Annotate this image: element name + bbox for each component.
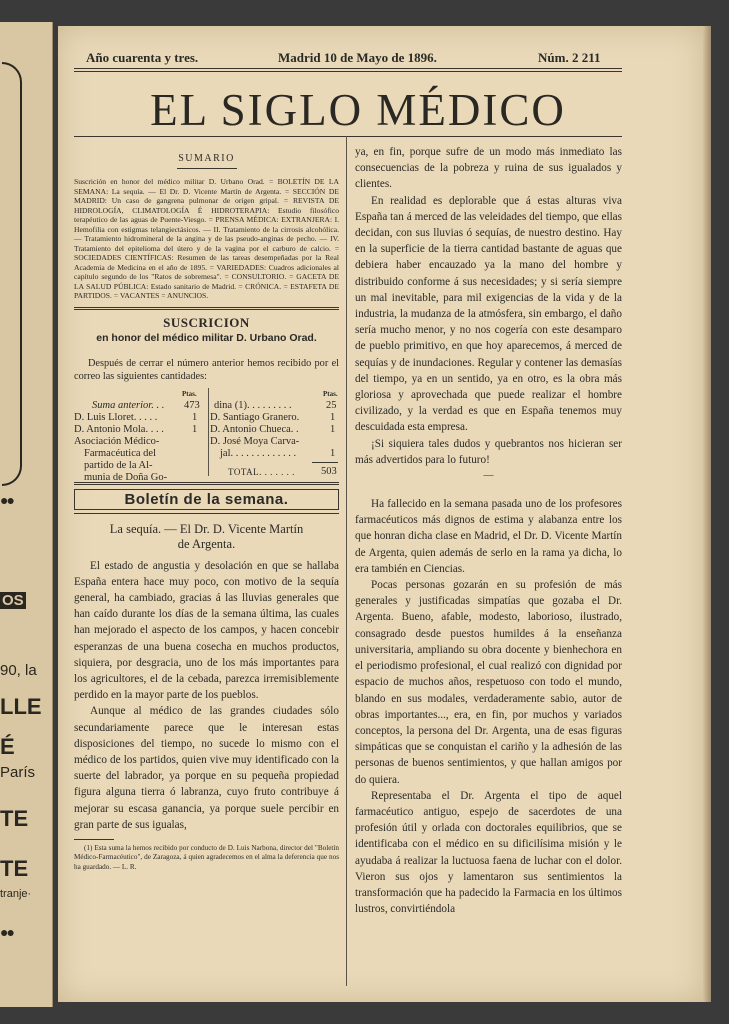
section-rule xyxy=(74,307,339,310)
footnote-rule xyxy=(74,839,114,840)
ornament-dots: ●● xyxy=(0,494,13,509)
suscricion-heading: SUSCRICION xyxy=(163,314,250,330)
heading-rule xyxy=(177,168,237,169)
back-fragment: París xyxy=(0,764,36,781)
subscription-amount: 1 xyxy=(330,411,336,423)
section-separator: — xyxy=(483,470,494,482)
newspaper-page xyxy=(58,26,703,1002)
article-paragraph: El estado de angustia y desolación en que se hallaba España entera hace muy poco, con motivo de la sequía general, ha cambiado, gracias á las lluvias generales que han caído durante los días de la semana última, las cuales han mejorado el aspecto de los campos, y hacen concebir esperanzas de una buena cosecha en muchos productos, siquiera, por desgracia, uno de los más importantes para los agricultores, el de la cebada, parezca irremisiblemente perdido en la mayor parte de los pueblos. xyxy=(74,559,339,702)
article-paragraph: ¡Si siquiera tales dudos y quebrantos nos hicieran ser más advertidos para lo futuro! xyxy=(355,437,622,466)
header-year: Año cuarenta y tres. xyxy=(86,50,199,65)
article-paragraph: En realidad es deplorable que á estas alturas viva España tan á merced de las veleidades del tiempo, que ellas decidan, con sus lluvias ó sequías, de nuestro destino. Hay en la superficie de la tierra cantidad bastante de aguas que debiera haber encauzado ya la mano del hombre y distribuido conforme á sus necesidades; y si sería siempre un mal inevitable, para mil exigencias de la vida y de la industria, la mudanza de la atmósfera, sin embargo, el daño sería mucho menor, y no nos cogería con este desamparo de pueblo primitivo, en que hoy aparecemos, á merced de sequías y de inundaciones. Regular y contener las demasías del tiempo, ya en un sentido, ya en otro, es la obra más gloriosa y aprovechada que puede realizar el hombre civilizado, y la verdad es que en España tenemos muy descuidada esta empresa. xyxy=(355,194,622,434)
header-date: Madrid 10 de Mayo de 1896. xyxy=(278,50,437,65)
back-fragment: TE xyxy=(0,856,29,881)
subscription-row: Asociación Médico- xyxy=(74,435,160,447)
subscription-row: D. Antonio Chueca. . xyxy=(210,423,299,435)
subscription-row: dina (1). . . . . . . . . xyxy=(214,399,292,411)
sumario-heading: SUMARIO xyxy=(178,153,235,164)
subscription-amount: 1 xyxy=(192,423,198,435)
subscription-amount: 473 xyxy=(184,399,200,411)
right-column xyxy=(355,144,622,917)
article-title-cont: de Argenta. xyxy=(177,536,236,551)
suscricion-intro: Después de cerrar el número anterior hemos recibido por el correo las siguientes cantidades: xyxy=(74,357,339,382)
footnote: (1) Esta suma la hemos recibido por conducto de D. Luis Narbona, director del "Boletín Médico-Farmacéutico", de Zaragoza, á quien agradecemos en el alma la deferencia que nos ha guardado. — L. R. xyxy=(74,843,339,871)
previous-page-strip xyxy=(0,22,53,1007)
article-paragraph: Representaba el Dr. Argenta el tipo de aquel farmacéutico antiguo, espejo de sacerdotes de una profesión útil y orlada con doctorales equilibrios, que se identificaba con el médico en su dificilísima misión y le ayudaba á realizar la luctuosa faena de luchar con el dolor. Vieron sus ojos y lamentaron sus sentimientos la transformación que ha padecido la Farmacia en los últimos lustros, convirtiéndola xyxy=(355,789,622,916)
newspaper-title: EL SIGLO MÉDICO xyxy=(150,85,566,135)
subscription-row: D. Santiago Granero. xyxy=(210,411,300,423)
subscription-row: munia de Doña Go- xyxy=(84,471,168,483)
subscription-row: Farmacéutica del xyxy=(84,447,157,459)
subscription-amount: 1 xyxy=(192,411,198,423)
masthead-header xyxy=(76,50,622,64)
header-rule xyxy=(74,68,622,69)
article-paragraph: Aunque al médico de las grandes ciudades sólo secundariamente parece que le interesan estas disposiciones del tiempo, no sucede lo mismo con el médico de los partidos, quien vive muy identificado con la suerte del labrador, ya porque en su pequeña propiedad figura alguna tierra ó labranza, cuyo fruto contribuye á mejorar su escasa ganancia, ya porque suele percibir en gran parte de sus igualas, xyxy=(74,705,339,831)
boletin-heading: Boletín de la semana. xyxy=(74,489,339,510)
back-fragment: É xyxy=(0,734,15,759)
list-divider xyxy=(208,388,209,476)
total-rule xyxy=(312,462,338,463)
header-number: Núm. 2 211 xyxy=(538,50,601,65)
back-fragment: 90, la xyxy=(0,662,37,679)
back-fragment: OS xyxy=(2,592,24,609)
article-title: La sequía. — El Dr. D. Vicente Martín xyxy=(109,521,304,536)
article-paragraph: Pocas personas gozarán en su profesión de más generales y justificadas simpatías que gozaba el Dr. Argenta. Bueno, afable, modesto, laborioso, ilustrado, consagrado desde puestos humildes á la enseñanza universitaria, ampliando su obra docente y bienhechora en el periodismo profesional, el cual realizó con dignidad por espacio de muchos años, respetuoso con todo el mundo, blando en sus modales, verdaderamente sabio, autor de obras importantes..., era, en fin, por muchos y variados conceptos, la persona del Dr. Argenta, una de esas figuras simpáticas que se conquistan el cariño y la adhesión de las personas de buenos sentimientos, y que hallan amigos por do quiera. xyxy=(355,579,622,786)
back-fragment: LLE xyxy=(0,694,42,719)
article-paragraph: ya, en fin, porque sufre de un modo más inmediato las consecuencias de la pobreza y ruina de sus igualados y clientes. xyxy=(355,146,622,191)
subscription-list xyxy=(74,388,339,483)
subscription-amount: 1 xyxy=(330,447,336,459)
subscription-row: D. Antonio Mola. . . . xyxy=(74,423,164,435)
boletin-rule xyxy=(74,513,339,514)
suscricion-subheading: en honor del médico militar D. Urbano Orad. xyxy=(96,331,317,344)
subscription-row: jal. . . . . . . . . . . . . xyxy=(220,447,297,459)
subscription-amount: 1 xyxy=(330,423,336,435)
ptas-label: Ptas. xyxy=(323,389,338,398)
back-fragment: TE xyxy=(0,806,29,831)
left-column xyxy=(74,144,339,872)
decorative-border-ornament xyxy=(2,62,22,486)
total-amount: 503 xyxy=(321,465,337,477)
total-label: TOTAL. . . . . . . xyxy=(228,466,295,477)
subscription-row: Suma anterior. . . xyxy=(92,399,165,411)
ornament-dots: ●● xyxy=(0,926,13,941)
header-rule xyxy=(74,71,622,72)
subscription-row: D. José Moya Carva- xyxy=(210,435,300,447)
back-fragment: tranje· xyxy=(0,888,32,900)
sumario-text: Suscrición en honor del médico militar D. Urbano Orad. = BOLETÍN DE LA SEMANA: La sequía. — El Dr. D. Vicente Martín de Argenta. = SECCIÓN DE MADRID: Un caso de gangrena pulmonar de origen gripal. = REVISTA DE HIDROLOGÍA, CLIMATOLOGÍA É HIDROTERAPIA: Estudio filosófico terapéutico de las aguas de Puente-Viesgo. = PRENSA MÉDICA: EXTRANJERA: I. Hemofilia con estigmas telangiectásicos. — II. Tratamiento de la cirrosis alcohólica. — Tratamiento hidromineral de la angina y de las pseudo-anginas de pecho. — IV. Tratamiento del epitelioma del útero y de la vagina por el carburo de calcio. = SOCIEDADES CIENTÍFICAS: Resumen de las tareas desempeñadas por la Real Academia de Medicina en el año de 1895. = VARIEDADES: Cuadros adicionales al capítulo segundo de los "Ratos de sobremesa". = CONSULTORIO. = GACETA DE LA SALUD PÚBLICA: Estado sanitario de Madrid. = CRÓNICA. = ESTAFETA DE PARTIDOS. = VACANTES = ANUNCIOS. xyxy=(74,177,339,300)
subscription-row: partido de la Al- xyxy=(84,459,153,471)
column-divider xyxy=(346,136,347,986)
subscription-row: D. Luis Lloret. . . . . xyxy=(74,411,158,423)
page-edge xyxy=(703,26,711,1002)
title-rule xyxy=(74,136,622,137)
ptas-label: Ptas. xyxy=(182,389,197,398)
subscription-amount: 25 xyxy=(326,399,337,411)
article-paragraph: Ha fallecido en la semana pasada uno de los profesores farmacéuticos más dignos de estima y alabanza entre los que honran dicha clase en Madrid, el Dr. D. Vicente Martín de Argenta, quien además de serlo en la rama ya dicha, lo era también en Ciencias. xyxy=(355,498,622,575)
